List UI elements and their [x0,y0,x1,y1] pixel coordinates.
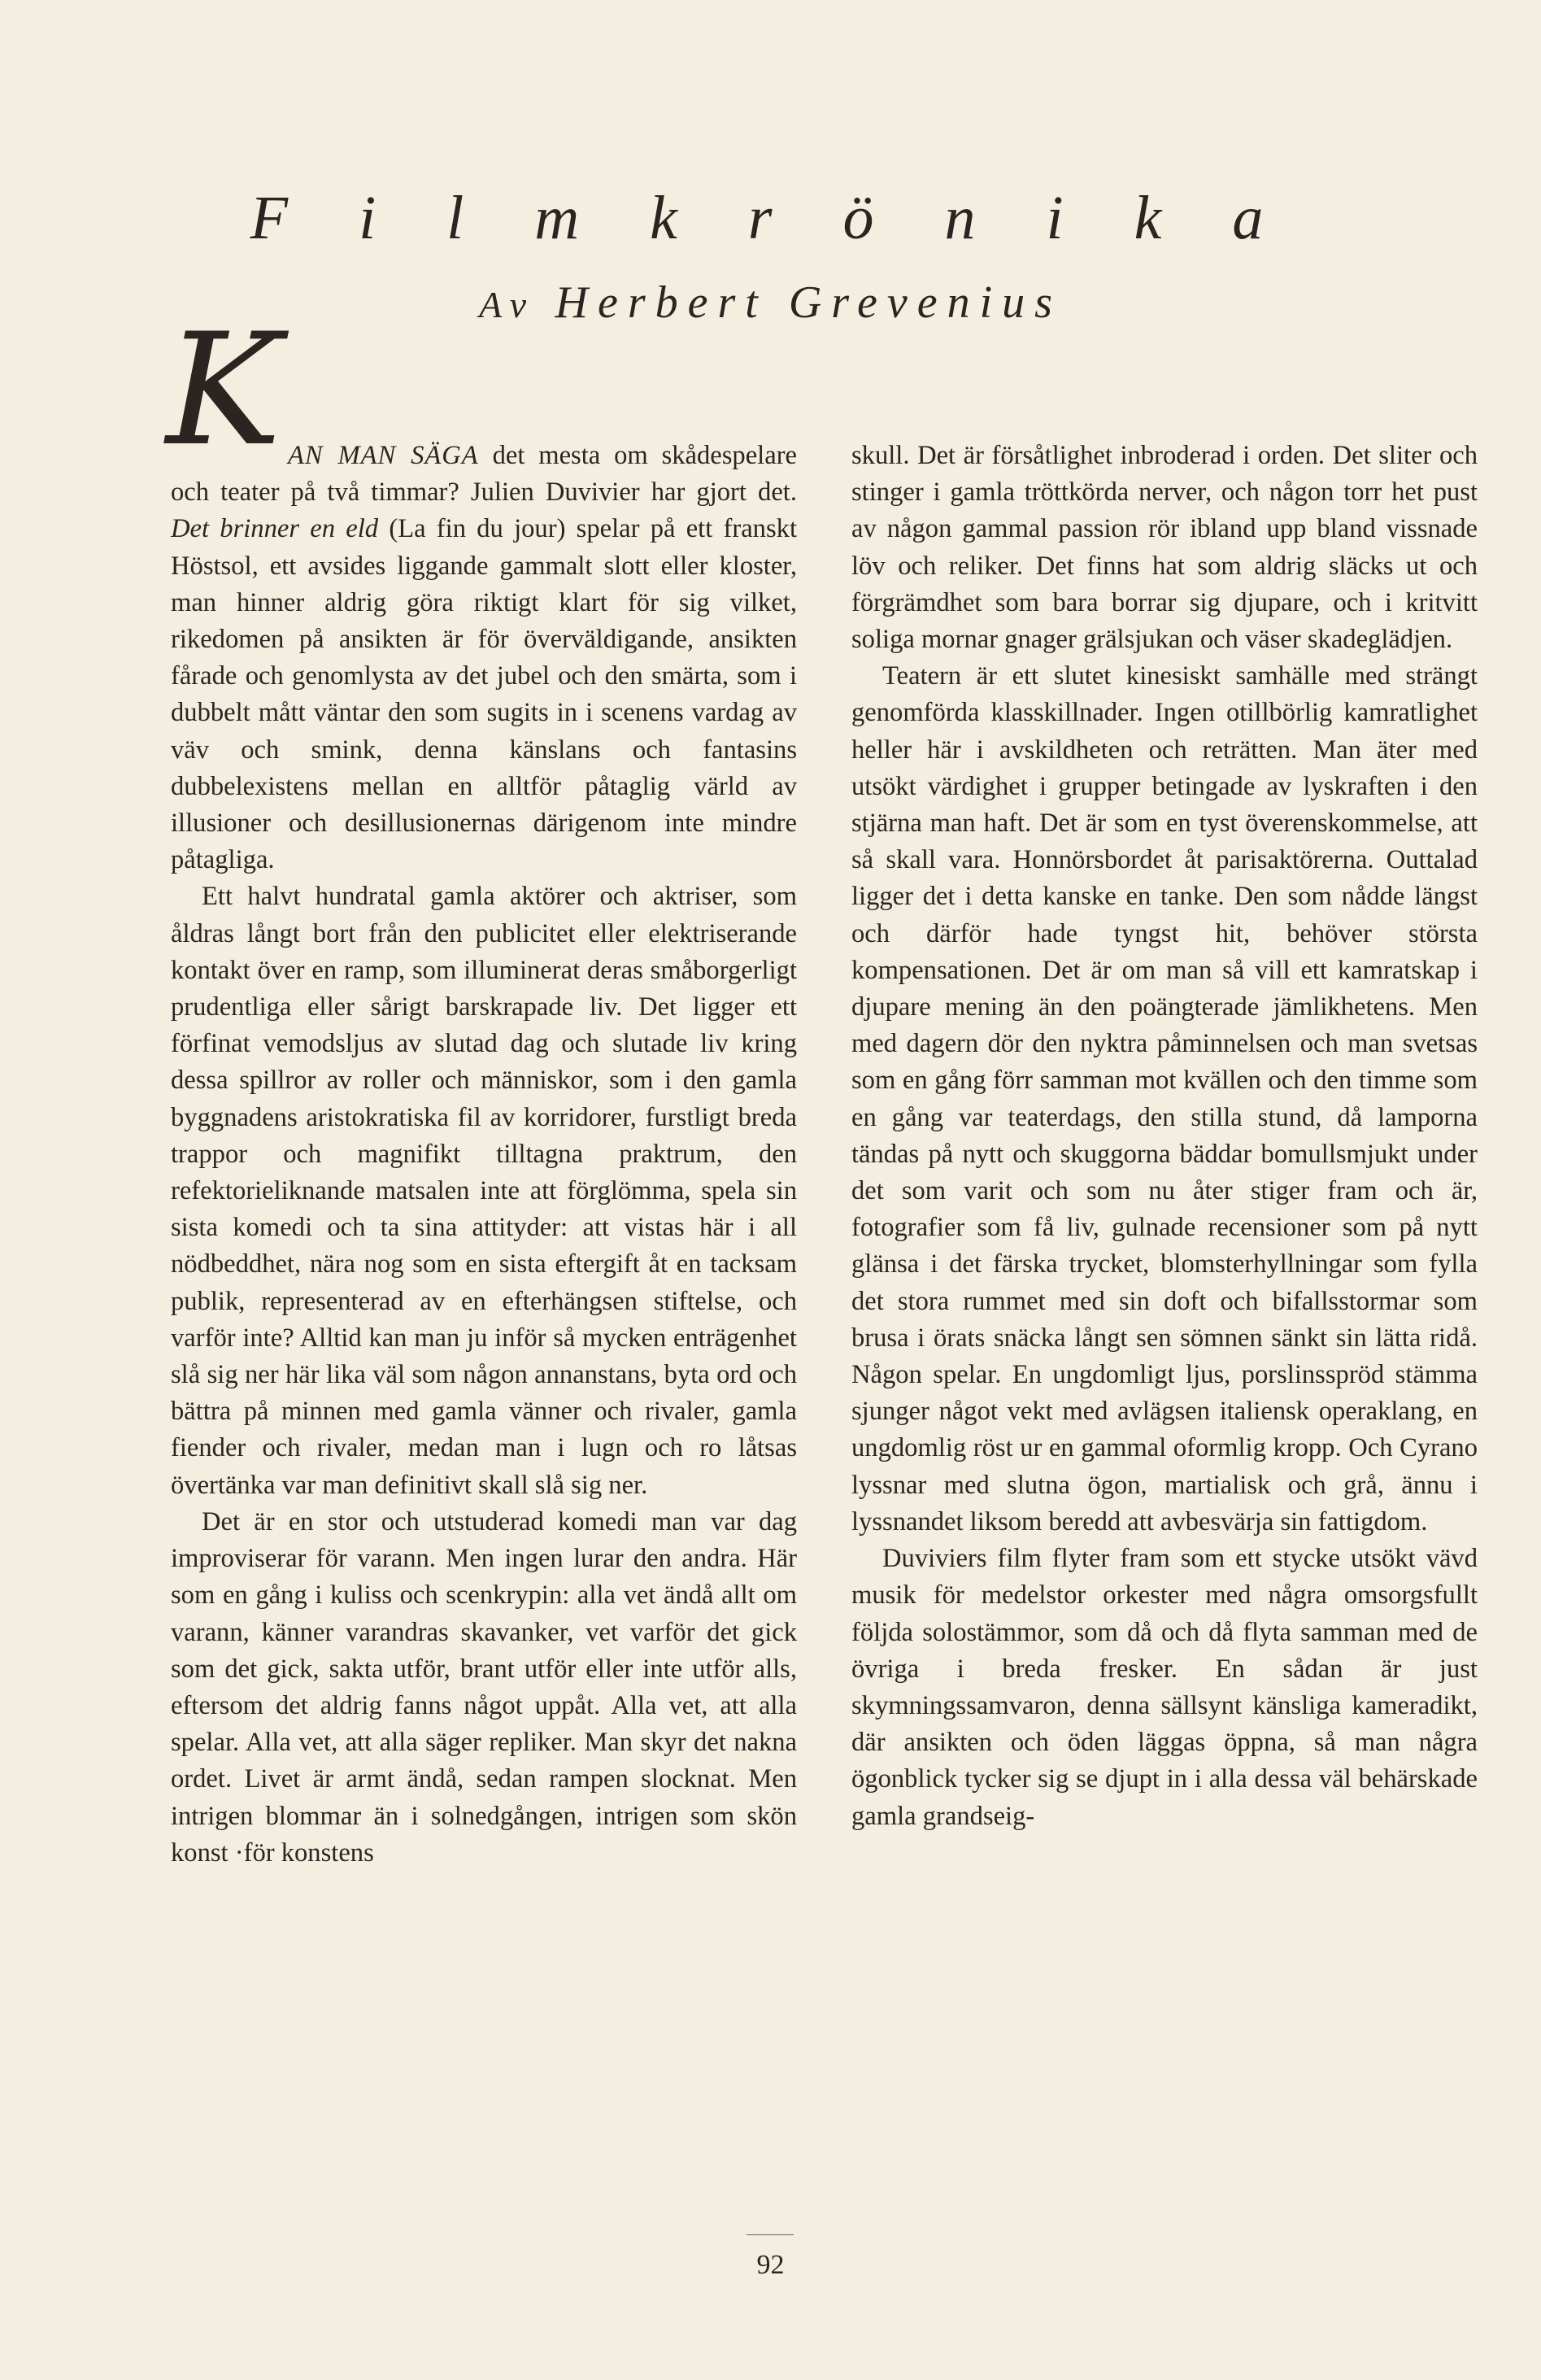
paragraph-text: (La fin du jour) spelar på ett franskt Höstsol, ett avsides liggande gammalt slott eller kloster, man hinner aldrig göra riktigt klart för sig vilket, rikedomen på ansikten är för överväldigande, ansikten fårade och genomlysta av det jubel och den smärta, som i dubbelt mått väntar den som sugits in i scenens vardag av väv och smink, denna känslans och fantasins dubbelexistens mellan en alltför påtaglig värld av illusioner och desillusionernas därigenom inte mindre påtagliga. [171,514,797,875]
article-paragraph-continued: skull. Det är försåtlighet inbroderad i orden. Det sliter och stinger i gamla tröttkörda nerver, och någon torr het pust av någon gammal passion rör ibland upp bland vissnade löv och reliker. Det finns hat som aldrig släcks ut och förgrämdhet som bara borrar sig djupare, och i kritvitt soliga mornar gnager grälsjukan och väser skadeglädjen. [851,441,1478,655]
lead-words: AN MAN SÄGA [287,441,479,470]
page-number: 92 [756,2250,785,2280]
article-paragraph: Det är en stor och utstuderad komedi man var dag improviserar för varann. Men ingen lurar den andra. Här som en gång i kuliss och scenkrypin: alla vet ändå allt om varann, känner varandras skavanker, vet varför det gick som det gick, sakta utför, brant utför eller inte utför alls, eftersom det aldrig fanns något uppåt. Alla vet, att alla spelar. Alla vet, att alla säger repliker. Man skyr det nakna ordet. Livet är armt ändå, sedan rampen slocknat. Men intrigen blommar än i solnedgången, intrigen som skön konst ·för konstens [171,1506,797,1868]
paragraph-text: det mesta om skådespelare och teater på två timmar? Julien Duvivier har gjort det. [171,441,797,508]
article-paragraph [166,300,797,878]
article-paragraph: Teatern är ett slutet kinesiskt samhälle med strängt genomförda klasskillnader. Ingen otillbörlig kamratlighet heller här i avskildheten och reträtten. Man äter med utsökt värdighet i grupper betingade av lyskraften i den stjärna man haft. Det är som en tyst överenskommelse, att så skall vara. Honnörsbordet åt parisaktörerna. Outtalad ligger det i detta kanske en tanke. Den som nådde längst och därför hade tyngst hit, behöver största kompensationen. Det är om man så vill ett kamratskap i djupare mening än den poängterade jämlikhetens. Men med dagern dör den nyktra påminnelsen och man svetsas som en gång förr samman mot kvällen och den timme som en gång var teaterdags, den stilla stund, då lamporna tändas på nytt och skuggorna bäddar bomullsmjukt under det som varit och som nu åter stiger fram och är, fotografier som få liv, gulnade recensioner som på nytt glänsa i det färska trycket, blomsterhyllningar som fylla det stora rummet med sin doft och bifallsstormar som brusa i örats snäcka långt sen sömnen sänkt sin lätta ridå. Någon spelar. En ungdomligt ljus, porslinsspröd stämma sjunger något vekt med avlägsen italiensk operaklang, en ungdomlig röst ur en gammal oformlig kropp. Och Cyrano lyssnar med slutna ögon, martialisk och grå, ännu i lyssnandet liksom beredd att avbesvärja sin fattigdom. [851,661,1478,1537]
article-title: F i l m k r ö n i k a [250,184,1291,252]
film-title: Det brinner en eld [171,514,379,544]
right-column [851,438,1478,1835]
byline-prefix: Av [479,284,537,325]
article-paragraph: Duviviers film flyter fram som ett stycke utsökt vävd musik för medelstor orkester med några omsorgsfullt följda solostämmor, som då och då flyta samman med de övriga i breda fresker. En sådan är just skymningssamvaron, denna sällsynt känsliga kameradikt, där ansikten och öden läggas öppna, så man några ögonblick tycker sig se djupt in i alla dessa väl behärskade gamla grandseig- [851,1544,1478,1831]
footer-rule [747,2234,794,2235]
left-column [166,300,797,1872]
author-name: Herbert Grevenius [555,277,1062,328]
article-paragraph: Ett halvt hundratal gamla aktörer och aktriser, som åldras långt bort från den publicitet eller elektriserande kontakt över en ramp, som illuminerat deras småborgerligt prudentliga eller sårigt barskrapade liv. Det ligger ett förfinat vemodsljus av slutad dag och slutade liv kring dessa spillror av roller och människor, som i den gamla byggnadens aristokratiska fil av korridorer, furstligt breda trappor och magnifikt tilltagna praktrum, den refektorieliknande matsalen inte att förglömma, spela sin sista komedi och ta sina attityder: att vistas här i all nödbeddhet, nära nog som en sista eftergift åt en tacksam publik, representerad av en efterhängsen stiftelse, och varför inte? Alltid kan man ju inför så mycken enträgenhet slå sig ner här lika väl som någon annanstans, byta ord och bättra på minnen med gamla vänner och rivaler, gamla fiender och rivaler, medan man i lugn och ro låtsas övertänka var man definitivt skall slå sig ner. [171,882,797,1500]
drop-cap: K [166,300,281,480]
